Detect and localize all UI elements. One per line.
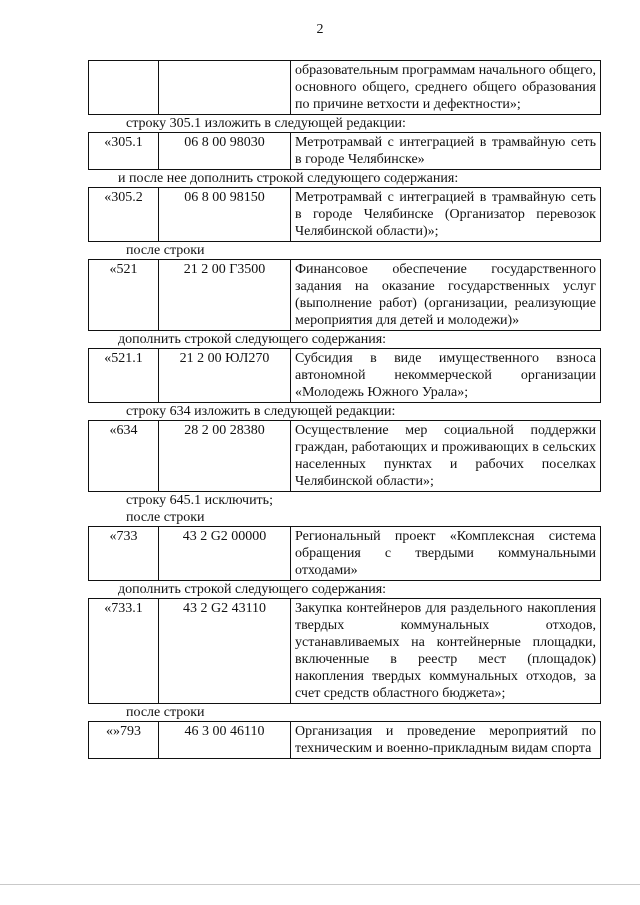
row-number-cell: «305.2 [89,188,159,242]
page-number: 2 [316,22,324,37]
row-number-cell: «634 [89,421,159,492]
table-row [89,349,601,403]
instruction-line: после строки [126,705,205,720]
target-article-cell: 06 8 00 98150 [159,188,291,242]
description-cell: Метротрамвай с интеграцией в трамвайную сеть в городе Челябинске (Организатор перевозок Челябинской области)»; [291,188,601,242]
row-number-cell: «521.1 [89,349,159,403]
instruction-line: и после нее дополнить строкой следующего содержания: [118,171,459,186]
description-cell: Организация и проведение мероприятий по техническим и военно-прикладным видам спорта [291,722,601,759]
target-article-cell: 21 2 00 Г3500 [159,260,291,331]
description-cell: Закупка контейнеров для раздельного накопления твердых коммунальных отходов, устанавливаемых на контейнерные площадки, включенные в реестр мест (площадок) накопления твердых коммунальных отходов, за счет средств областного бюджета»; [291,599,601,704]
budget-row-table [88,598,601,704]
row-number-cell: «305.1 [89,133,159,170]
row-number-cell: «733.1 [89,599,159,704]
row-number-cell [89,61,159,115]
instruction-line: дополнить строкой следующего содержания: [118,582,387,597]
description-cell: Метротрамвай с интеграцией в трамвайную сеть в городе Челябинске» [291,133,601,170]
table-row [89,421,601,492]
budget-row-table [88,526,601,581]
description-cell: Осуществление мер социальной поддержки граждан, работающих и проживающих в сельских населенных пунктах и рабочих поселках Челябинской области»; [291,421,601,492]
budget-row-table [88,348,601,403]
instruction-line: строку 305.1 изложить в следующей редакции: [126,116,406,131]
row-number-cell: «»793 [89,722,159,759]
description-cell: Финансовое обеспечение государственного задания на оказание государственных услуг (выполнение работ) (организации, реализующие мероприятия для детей и молодежи)» [291,260,601,331]
description-cell: образовательным программам начального общего, основного общего, среднего общего образования по причине ветхости и дефектности»; [291,61,601,115]
document-body [88,60,600,759]
target-article-cell: 43 2 G2 00000 [159,527,291,581]
target-article-cell: 46 3 00 46110 [159,722,291,759]
target-article-cell [159,61,291,115]
target-article-cell: 43 2 G2 43110 [159,599,291,704]
description-cell: Региональный проект «Комплексная система обращения с твердыми коммунальными отходами» [291,527,601,581]
budget-row-table [88,132,601,170]
target-article-cell: 21 2 00 ЮЛ270 [159,349,291,403]
target-article-cell: 28 2 00 28380 [159,421,291,492]
row-number-cell: «521 [89,260,159,331]
page-bottom-edge [0,884,640,895]
budget-row-table [88,259,601,331]
table-row [89,188,601,242]
budget-row-table [88,60,601,115]
row-number-cell: «733 [89,527,159,581]
instruction-line: дополнить строкой следующего содержания: [118,332,387,347]
table-row [89,133,601,170]
budget-row-table [88,187,601,242]
table-row [89,61,601,115]
target-article-cell: 06 8 00 98030 [159,133,291,170]
table-row [89,599,601,704]
instruction-line: строку 645.1 исключить; [126,493,273,508]
instruction-line: после строки [126,510,205,525]
description-cell: Субсидия в виде имущественного взноса автономной некоммерческой организации «Молодежь Южного Урала»; [291,349,601,403]
instruction-line: строку 634 изложить в следующей редакции: [126,404,396,419]
table-row [89,260,601,331]
instruction-line: после строки [126,243,205,258]
table-row [89,527,601,581]
table-row [89,722,601,759]
budget-row-table [88,420,601,492]
budget-row-table [88,721,601,759]
